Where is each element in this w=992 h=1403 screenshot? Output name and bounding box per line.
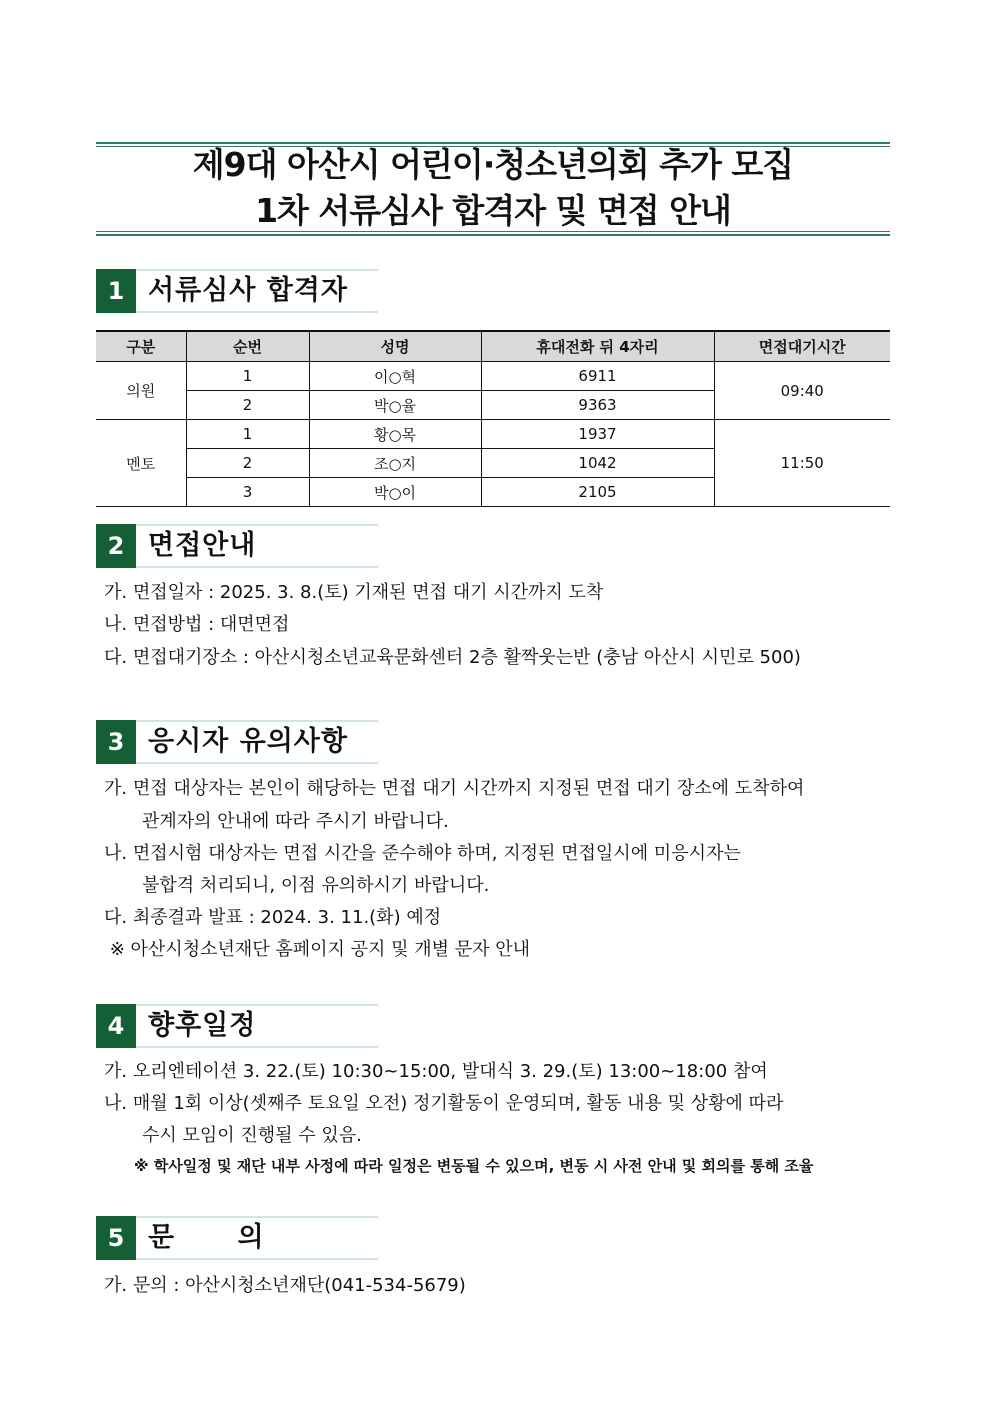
time-cell: 11:50 (714, 420, 890, 507)
header-phone: 휴대전화 뒤 4자리 (481, 331, 714, 362)
name-cell: 황○목 (309, 420, 481, 449)
header-category: 구분 (96, 331, 186, 362)
notice-item-a-cont: 관계자의 안내에 따라 주시기 바랍니다. (142, 811, 449, 832)
section-number: 3 (96, 720, 136, 764)
section-number: 1 (96, 269, 136, 313)
notice-note: ※ 아산시청소년재단 홈페이지 공지 및 개별 문자 안내 (104, 939, 531, 960)
section-4-heading (96, 1004, 378, 1048)
schedule-item-a: 가. 오리엔테이션 3. 22.(토) 10:30~15:00, 발대식 3. 29.(토) 13:00~18:00 참여 (104, 1061, 768, 1082)
section-number: 2 (96, 524, 136, 568)
phone-cell: 9363 (481, 391, 714, 420)
phone-cell: 6911 (481, 362, 714, 391)
phone-cell: 2105 (481, 478, 714, 507)
section-5-heading (96, 1216, 378, 1260)
notice-item-b: 나. 면접시험 대상자는 면접 시간을 준수해야 하며, 지정된 면접일시에 미응시자는 (104, 843, 741, 864)
contact-item: 가. 문의 : 아산시청소년재단(041-534-5679) (104, 1275, 466, 1296)
section-1-heading (96, 269, 378, 313)
number-cell: 1 (186, 420, 309, 449)
category-cell: 멘토 (96, 420, 186, 507)
table-header-row (96, 331, 890, 362)
passed-applicants-table (96, 330, 890, 507)
section-number: 4 (96, 1004, 136, 1048)
header-name: 성명 (309, 331, 481, 362)
name-cell: 박○율 (309, 391, 481, 420)
interview-method: 나. 면접방법 : 대면면접 (104, 614, 290, 635)
interview-date: 가. 면접일자 : 2025. 3. 8.(토) 기재된 면접 대기 시간까지 도착 (104, 582, 604, 603)
number-cell: 2 (186, 391, 309, 420)
header-interview-time: 면접대기시간 (714, 331, 890, 362)
document-title-line-1: 제9대 아산시 어린이·청소년의회 추가 모집 (192, 145, 794, 184)
number-cell: 1 (186, 362, 309, 391)
header-number: 순번 (186, 331, 309, 362)
phone-cell: 1042 (481, 449, 714, 478)
notice-item-b-cont: 불합격 처리되니, 이점 유의하시기 바랍니다. (142, 875, 490, 896)
phone-cell: 1937 (481, 420, 714, 449)
name-cell: 박○이 (309, 478, 481, 507)
schedule-item-b: 나. 매월 1회 이상(셋째주 토요일 오전) 정기활동이 운영되며, 활동 내용 및 상황에 따라 (104, 1093, 784, 1114)
table-row (96, 362, 890, 391)
number-cell: 2 (186, 449, 309, 478)
name-cell: 이○혁 (309, 362, 481, 391)
section-title: 향후일정 (148, 1010, 257, 1041)
notice-item-a: 가. 면접 대상자는 본인이 해당하는 면접 대기 시간까지 지정된 면접 대기 장소에 도착하여 (104, 778, 805, 799)
section-title: 서류심사 합격자 (148, 275, 348, 306)
section-title: 문 의 (148, 1222, 265, 1253)
document-title-line-2: 1차 서류심사 합격자 및 면접 안내 (255, 191, 731, 230)
name-cell: 조○지 (309, 449, 481, 478)
section-title: 면접안내 (148, 530, 257, 561)
number-cell: 3 (186, 478, 309, 507)
schedule-item-b-cont: 수시 모임이 진행될 수 있음. (142, 1125, 362, 1146)
section-title: 응시자 유의사항 (148, 726, 348, 757)
table-row (96, 420, 890, 449)
schedule-note: ※ 학사일정 및 재단 내부 사정에 따라 일정은 변동될 수 있으며, 변동 시 사전 안내 및 회의를 통해 조율 (134, 1157, 814, 1175)
notice-item-c: 다. 최종결과 발표 : 2024. 3. 11.(화) 예정 (104, 907, 442, 928)
interview-location: 다. 면접대기장소 : 아산시청소년교육문화센터 2층 활짝웃는반 (충남 아산시 시민로 500) (104, 647, 801, 668)
section-3-heading (96, 720, 378, 764)
section-number: 5 (96, 1216, 136, 1260)
section-2-heading (96, 524, 378, 568)
category-cell: 의원 (96, 362, 186, 420)
title-rule-bottom (96, 231, 890, 236)
time-cell: 09:40 (714, 362, 890, 420)
